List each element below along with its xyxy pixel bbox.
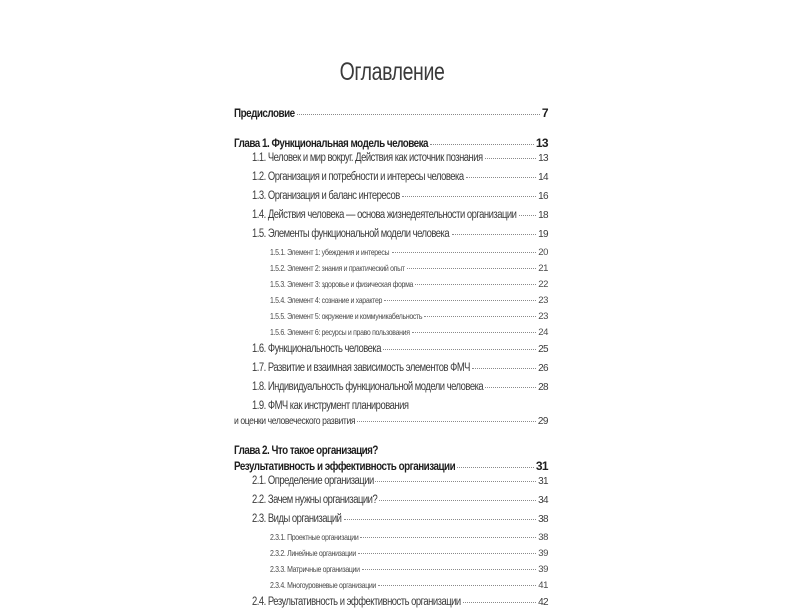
toc-entry-label: Глава 2. Что такое организация? [234, 443, 378, 457]
toc-entry-page: 38 [538, 532, 548, 543]
dot-leader [415, 284, 537, 285]
dot-leader [384, 300, 537, 301]
toc-entry-page: 19 [538, 229, 548, 240]
toc-entry-chapter-2[interactable] [234, 444, 548, 476]
toc-entry-page: 23 [538, 311, 548, 322]
toc-entry-subsection[interactable] [234, 296, 548, 312]
toc-entry-page: 25 [538, 344, 548, 355]
toc-entry-section[interactable] [234, 476, 548, 495]
toc-entry-subsection[interactable] [234, 549, 548, 565]
toc-entry-page: 41 [538, 580, 548, 591]
toc-entry-page: 31 [535, 459, 548, 473]
toc-entry-subsection[interactable] [234, 312, 548, 328]
toc-entry-label: 1.5.6. Элемент 6: ресурсы и право пользования [270, 327, 410, 337]
toc-entry-label: 1.6. Функциональность человека [252, 343, 382, 355]
dot-leader [375, 481, 536, 482]
toc-entry-page: 39 [538, 564, 548, 575]
dot-leader [297, 114, 540, 115]
toc-entry-page: 39 [538, 548, 548, 559]
toc-entry-page: 13 [538, 153, 548, 164]
toc-entry-page: 14 [538, 172, 548, 183]
dot-leader [485, 387, 536, 388]
toc-entry-label: 1.1. Человек и мир вокруг. Действия как источник познания [252, 152, 483, 164]
dot-leader [360, 537, 536, 538]
dot-leader [424, 316, 536, 317]
toc-entry-subsection[interactable] [234, 264, 548, 280]
dot-leader [407, 268, 536, 269]
dot-leader [392, 252, 537, 253]
toc-entry-label: 2.3.4. Многоуровневые организации [270, 580, 376, 590]
dot-leader [379, 500, 536, 501]
toc-entry-label: 1.7. Развитие и взаимная зависимость элементов ФМЧ [252, 362, 470, 374]
toc-entry-label: 1.5.3. Элемент 3: здоровье и физическая форма [270, 279, 414, 289]
toc-entry-label-continued: и оценки человеческого развития [234, 415, 356, 427]
toc-entry-subsection[interactable] [234, 280, 548, 296]
toc-entry-label: 1.5.4. Элемент 4: сознание и характер [270, 295, 383, 305]
toc-entry-label: Предисловие [234, 106, 295, 120]
toc-entry-page: 21 [538, 263, 548, 274]
toc-entry-label: 1.9. ФМЧ как инструмент планирования [252, 400, 409, 412]
toc-entry-preface[interactable] [234, 107, 548, 123]
toc-entry-page: 28 [538, 382, 548, 393]
page-title: Оглавление [339, 58, 445, 86]
toc-entry-section[interactable] [234, 172, 548, 191]
toc-entry-subsection[interactable] [234, 328, 548, 344]
dot-leader [357, 421, 536, 422]
toc-entry-label: 1.3. Организация и баланс интересов [252, 190, 400, 202]
toc-entry-section[interactable] [234, 229, 548, 248]
dot-leader [519, 215, 536, 216]
toc-entry-section-1-9[interactable] [234, 401, 548, 434]
toc-entry-label: 2.3.1. Проектные организации [270, 532, 359, 542]
table-of-contents [234, 107, 548, 616]
toc-entry-section[interactable] [234, 153, 548, 172]
toc-entry-subsection[interactable] [234, 533, 548, 549]
dot-leader [472, 368, 536, 369]
toc-entry-page: 23 [538, 295, 548, 306]
toc-entry-subsection[interactable] [234, 248, 548, 264]
toc-entry-section[interactable] [234, 191, 548, 210]
toc-entry-label: 1.2. Организация и потребности и интересы человека [252, 171, 464, 183]
toc-entry-section[interactable] [234, 495, 548, 514]
dot-leader [358, 553, 537, 554]
toc-entry-section[interactable] [234, 210, 548, 229]
toc-entry-label: Глава 1. Функциональная модель человека [234, 136, 429, 150]
toc-entry-label: 2.3.2. Линейные организации [270, 548, 356, 558]
dot-leader [383, 349, 536, 350]
toc-entry-label: 2.3.3. Матричные организации [270, 564, 360, 574]
dot-leader [402, 196, 536, 197]
dot-leader [463, 602, 536, 603]
toc-entry-label-continued: Результативность и эффективность организации [234, 459, 456, 473]
toc-entry-label: 1.8. Индивидуальность функциональной модели человека [252, 381, 484, 393]
toc-entry-page: 7 [541, 106, 548, 120]
dot-leader [457, 467, 534, 468]
dot-leader [466, 177, 536, 178]
toc-entry-page: 18 [538, 210, 548, 221]
toc-entry-page: 22 [538, 279, 548, 290]
toc-entry-page: 26 [538, 363, 548, 374]
toc-entry-page: 24 [538, 327, 548, 338]
toc-entry-label: 1.5. Элементы функциональной модели человека [252, 228, 450, 240]
toc-entry-page: 29 [537, 416, 548, 427]
dot-leader [362, 569, 536, 570]
toc-entry-page: 13 [535, 136, 548, 150]
dot-leader [485, 158, 536, 159]
toc-entry-page: 34 [538, 495, 548, 506]
toc-entry-section[interactable] [234, 514, 548, 533]
dot-leader [344, 519, 537, 520]
toc-entry-subsection[interactable] [234, 565, 548, 581]
toc-entry-label: 2.2. Зачем нужны организации? [252, 494, 378, 506]
toc-entry-page: 38 [538, 514, 548, 525]
dot-leader [412, 332, 536, 333]
toc-entry-label: 2.4. Результативность и эффективность организации [252, 596, 461, 608]
toc-entry-label: 1.5.1. Элемент 1: убеждения и интересы [270, 247, 390, 257]
toc-entry-page: 31 [538, 476, 548, 487]
toc-entry-chapter-1[interactable] [234, 137, 548, 153]
toc-entry-section[interactable] [234, 344, 548, 363]
toc-entry-subsection[interactable] [234, 581, 548, 597]
toc-entry-page: 16 [538, 191, 548, 202]
dot-leader [430, 144, 534, 145]
toc-entry-section[interactable] [234, 363, 548, 382]
toc-entry-page: 20 [538, 247, 548, 258]
toc-entry-label: 2.1. Определение организации [252, 475, 374, 487]
dot-leader [378, 585, 536, 586]
toc-entry-label: 1.5.2. Элемент 2: знания и практический опыт [270, 263, 405, 273]
toc-entry-section[interactable] [234, 382, 548, 401]
toc-entry-label: 1.4. Действия человека — основа жизнедеятельности организации [252, 209, 517, 221]
dot-leader [452, 234, 536, 235]
toc-entry-label: 2.3. Виды организаций [252, 513, 342, 525]
toc-entry-page: 42 [538, 597, 548, 608]
toc-entry-label: 1.5.5. Элемент 5: окружение и коммуникабельность [270, 311, 423, 321]
